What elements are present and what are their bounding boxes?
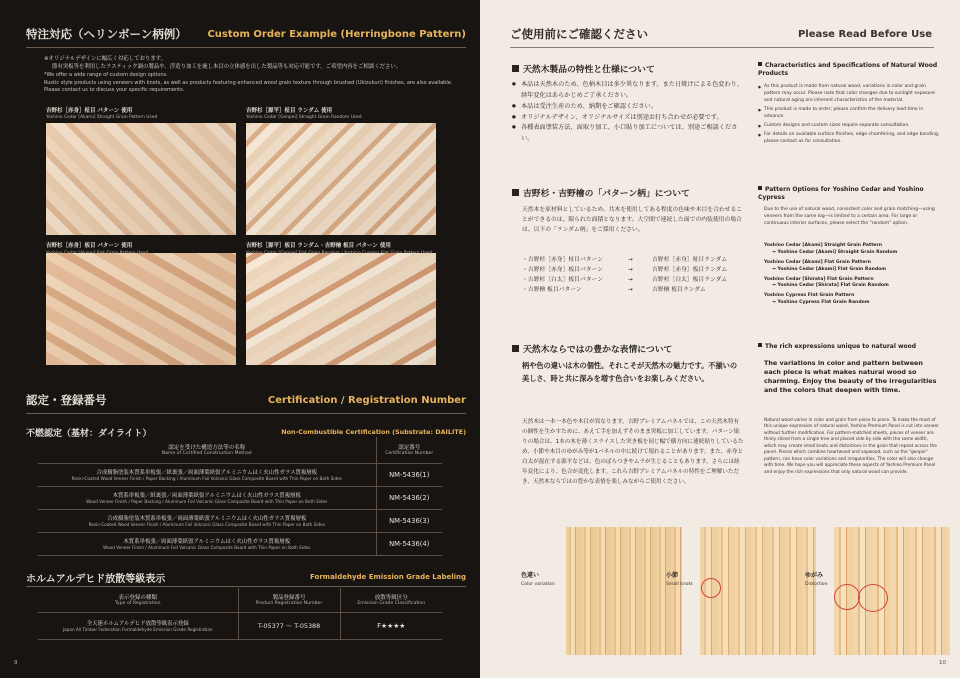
pattern-row-en: Yoshino Cedar [Shirata] Flat Grain Pattern [764,276,874,282]
pattern-row: ・吉野杉［赤身］柾目パターン → 吉野杉［赤身］柾目ランダム [522,257,728,263]
row-method-jp: 木質系単板張／紙裏張／両面薄葉紙張アルミニウムはく火山性ガラス質複層板 [112,493,301,499]
sample-label-en: Small knots [666,582,693,587]
tile-label: 吉野杉［赤身］板目 パターン 使用 [46,243,133,249]
color-variation-sample-image [566,527,682,655]
pattern-list-en [764,243,940,307]
header-number-en: Certification Number [385,451,434,457]
distortion-highlight-circle [858,584,888,612]
natural-title-en: Characteristics and Specifications of Natural Wood Products [758,62,938,77]
note-line: ※オリジナルデザインに幅広く対応しております。 [44,56,167,62]
custom-order-header [0,22,480,46]
expressions-body-jp: 天然木は一本一本色や木目が異なります。吉野プレミアムパネルでは、この天然木特有の個性を生かすために、あえて手を加えずそのまま突板に加工しています。パターン貼りの場合は、1本の木を薄くスライスした突き板を同じ幅で横方向に連続貼りしているため、小節や木目のゆがみ等が1パネルの中に続けて現れることがあります。また、赤身と白太が混在する源平などは、色のばらつきやムラが生じることもあります。さらには経年変化により、色合が変化します。これら吉野プレミアムパネルの特性をご理解いただき、天然木ならではの豊かな表情を楽しみながらご使用ください。 [522,419,744,486]
header-grade-en: Emission Grade Classification [357,601,426,607]
pattern-row-en: → Yoshino Cypress Flat Grain Random [772,300,870,306]
certification-header [0,388,480,412]
row-method-jp: 木質系単板張／両面薄葉紙張アルミニウムはく火山性ガラス質複層板 [123,539,291,545]
pattern-body-en: Due to the use of natural wood, consistent color and grain matching—using veneers from the same log—is limited to a certain area. For large or continuous interior surfaces, please select the "random" option. [764,207,935,226]
header-type-jp: 表示登録の種類 [118,595,157,602]
page-number: 9 [14,660,18,666]
header-product-number-jp: 製品登録番号 [272,595,306,602]
tile-sub: Yoshino Cedar [Akami] Straight Grain Pattern Used [46,115,158,120]
list-item: ● Custom designs and custom sizes require separate consultation. [758,123,940,130]
pattern-body-jp: 天然木を原材料としているため、共木を使用してある程度の色味や木目を合わせることができるのは、限られた面積となります。大空間で連続した面での内装使用の場合は、以下の「ランダム柄」をご採用ください。 [522,207,743,234]
table-header-row [38,588,442,612]
note-line: 節有突板等を利用したラスティック調の製品や、浮造り加工を施し木目の立体感を出した製品等も対応可能です。ご希望内容をご相談ください。 [52,64,402,71]
expressions-title-en: The rich expressions unique to natural wood [758,343,938,351]
formaldehyde-title-jp: ホルムアルデヒド放散等級表示 [26,573,166,585]
tile-sub: Yoshino Cedar [Genpei] Straight Grain Random Used [246,115,362,120]
pattern-row: ・吉野杉［白太］板目パターン → 吉野杉［白太］板目ランダム [522,277,728,284]
row-method-jp: 合成樹脂塗装木質系単板張／両面薄葉紙張アルミニウムはく火山性ガラス質複層板 [107,516,307,522]
header-method-en: Name of Certified Construction Method [161,451,252,457]
custom-order-title-en: Custom Order Example (Herringbone Pattern) [207,28,466,40]
list-item: ● This product is made to order; please confirm the delivery lead time in advance. [758,107,940,121]
pattern-row: ・吉野檜 板目パターン → 吉野檜 板目ランダム [522,287,706,294]
cert-subtitle-en: Non-Combustible Certification (Substrate: DAILITE) [281,428,466,436]
list-item: ● 各種表面塗装方法、面取り加工、小口貼り加工については、別途ご相談ください。 [512,123,744,145]
pattern-title-jp: 吉野杉・吉野檜の「パターン柄」について [512,186,690,199]
row-number: NM-5436(3) [376,509,442,532]
divider [26,586,466,587]
expressions-catch-jp: 柄や色の違いは木の個性。それこそが天然木の魅力です。不揃いの美しさ、時と共に深みを増す色合いをお楽しみください。 [522,361,738,383]
certification-title-jp: 認定・登録番号 [26,393,107,407]
expressions-catch-en: The variations in color and pattern between each piece is what makes natural wood so charming. Enjoy the beauty of the irregularities and the colors that deepen with time. [764,359,937,394]
header-number-jp: 認定番号 [398,445,421,452]
sample-label-en: Distortion [805,582,828,587]
custom-order-notes [44,55,454,95]
tile-label: 吉野杉［源平］柾目 ランダム 使用 [246,108,333,114]
sample-label-jp: 小節 [666,572,679,579]
row-method-en: Resin-Coated Wood Veneer Finish / Aluminum Foil Volcanic Glass Composite Board with Thin Paper on Both Sides [88,522,325,527]
herringbone-sample-image [246,253,436,365]
sample-label-jp: 色違い [521,572,540,579]
row-method-en: Wood Veneer Finish / Aluminum Foil Volcanic Glass Composite Board with Thin Paper on Both Sides [103,545,311,550]
formaldehyde-title-en: Formaldehyde Emission Grade Labeling [310,573,466,581]
table-row [38,486,442,509]
note-line: *We offer a wide range of custom design options. [44,71,168,78]
row-product-number: T-05377 ～ T-05388 [238,612,340,639]
pattern-row-en: → Yoshino Cedar [Shirata] Flat Grain Random [772,283,889,289]
read-before-use-header [480,22,960,46]
row-number: NM-5436(4) [376,532,442,555]
sample-label-en: Color variation [521,582,555,587]
cert-subtitle-jp: 不燃認定（基材：ダイライト） [26,429,152,439]
custom-order-title-jp: 特注対応（ヘリンボーン柄例） [26,27,187,41]
natural-list-jp [512,80,744,145]
table-row [38,612,442,639]
list-item: ● 本品は受注生産のため、納期をご確認ください。 [512,102,744,113]
pattern-title-en: Pattern Options for Yoshino Cedar and Yoshino Cypress [758,186,924,201]
natural-title-jp: 天然木製品の特性と仕様について [512,62,655,75]
divider [26,47,466,48]
table-row [38,532,442,555]
certification-table [38,437,442,556]
row-method-jp: 合成樹脂塗装木質系単板張／紙裏張／両面薄葉紙張アルミニウムはく火山性ガラス質複層板 [96,470,318,476]
row-number: NM-5436(2) [376,486,442,509]
row-type-en: Japan All Timber Federation Formaldehyde Emission Grade Registration [62,627,213,632]
read-before-use-title-jp: ご使用前にご確認ください [510,27,648,41]
tile-label: 吉野杉［赤身］柾目 パターン 使用 [46,108,133,114]
list-item: ● オリジナルデザイン、オリジナルサイズは別途お打ち合わせが必要です。 [512,113,744,124]
formaldehyde-table [38,588,442,640]
table-row [38,463,442,486]
herringbone-sample-image [246,123,436,235]
pattern-row-en: → Yoshino Cedar [Akami] Straight Grain Random [772,249,898,255]
note-line: Rustic style products using veneers with knots, as well as products featuring enhanced wood grain texture through brushed (Ukizukuri) finishes, are also available. [44,79,453,86]
divider [26,413,466,414]
note-line: Please contact us to discuss your specific requirements. [44,87,185,94]
page-number: 10 [939,660,946,666]
expressions-body-en: Natural wood varies in color and grain from piece to piece. To make the most of this unique expression of natural wood, Yoshino Premium Panel is cut into veneer without further modification. For pattern-matched sheets, pieces of veneer are thinly sliced from a single tree and placed side by side with the same width, which may create small knots and distortions in the grain that repeat across the panel. Pieces which combine heartwood and sapwood, such as the "genpei" pattern, can have color variations and irregularities. The color will also change with time. We hope you will appreciate these aspects of Yoshino Premium Panel and enjoy the rich expressions that only natural wood can provide. [764,418,939,475]
header-grade-jp: 放散等級区分 [374,595,408,602]
row-method-en: Resin-Coated Wood Veneer Finish / Paper Backing / Aluminum Foil Volcanic Glass Composite Board with Thin Paper on Both Sides [71,476,342,481]
list-item: ● 本品は天然木のため、色柄木目は多少異なります。また日焼けによる色変わり、経年変化はあらかじめご了承ください。 [512,80,744,102]
pattern-list-jp [522,255,744,296]
knot-highlight-circle [701,578,721,598]
divider [510,47,934,48]
natural-list-en [758,84,940,148]
herringbone-sample-image [46,253,236,365]
read-before-use-title-en: Please Read Before Use [797,28,932,40]
pattern-row-en: → Yoshino Cedar [Akami] Flat Grain Random [772,266,887,272]
certification-title-en: Certification / Registration Number [267,394,466,406]
pattern-row-en: Yoshino Cedar [Akami] Flat Grain Pattern [764,259,871,265]
pattern-row: ・吉野杉［赤身］板目パターン → 吉野杉［赤身］板目ランダム [522,267,728,274]
row-type-jp: 全天連ホルムアルデヒド放散等級表示登録 [86,621,189,627]
row-number: NM-5436(1) [376,463,442,486]
pattern-row-en: Yoshino Cedar [Akami] Straight Grain Pattern [764,243,883,248]
row-method-en: Wood Veneer Finish / Paper Backing / Aluminum Foil Volcanic Glass Composite Board with Thin Paper on Both Sides [86,499,328,504]
row-grade: F★★★★ [340,612,442,639]
list-item: ● For details on available surface finishes, edge chamfering, and edge banding, please contact us for consultation. [758,132,940,146]
list-item: ● As this product is made from natural wood, variations in color and grain pattern may occur. Please note that color changes due to sunlight exposure and natural aging are inherent characteristics of the material. [758,84,940,105]
tile-label: 吉野杉［源平］板目 ランダム・吉野檜 板目 パターン 使用 [246,243,391,249]
sample-label-jp: ゆがみ [805,572,824,579]
header-method-jp: 認定を受けた構造方法等の名称 [168,445,246,452]
table-header-row [38,437,442,463]
pattern-row-en: Yoshino Cypress Flat Grain Pattern [764,293,855,299]
herringbone-sample-image [46,123,236,235]
distortion-highlight-circle [834,584,860,610]
header-type-en: Type of Registration [114,601,161,607]
table-row [38,509,442,532]
expressions-title-jp: 天然木ならではの豊かな表情について [512,342,672,355]
header-product-number-en: Product Registration Number [255,601,323,607]
